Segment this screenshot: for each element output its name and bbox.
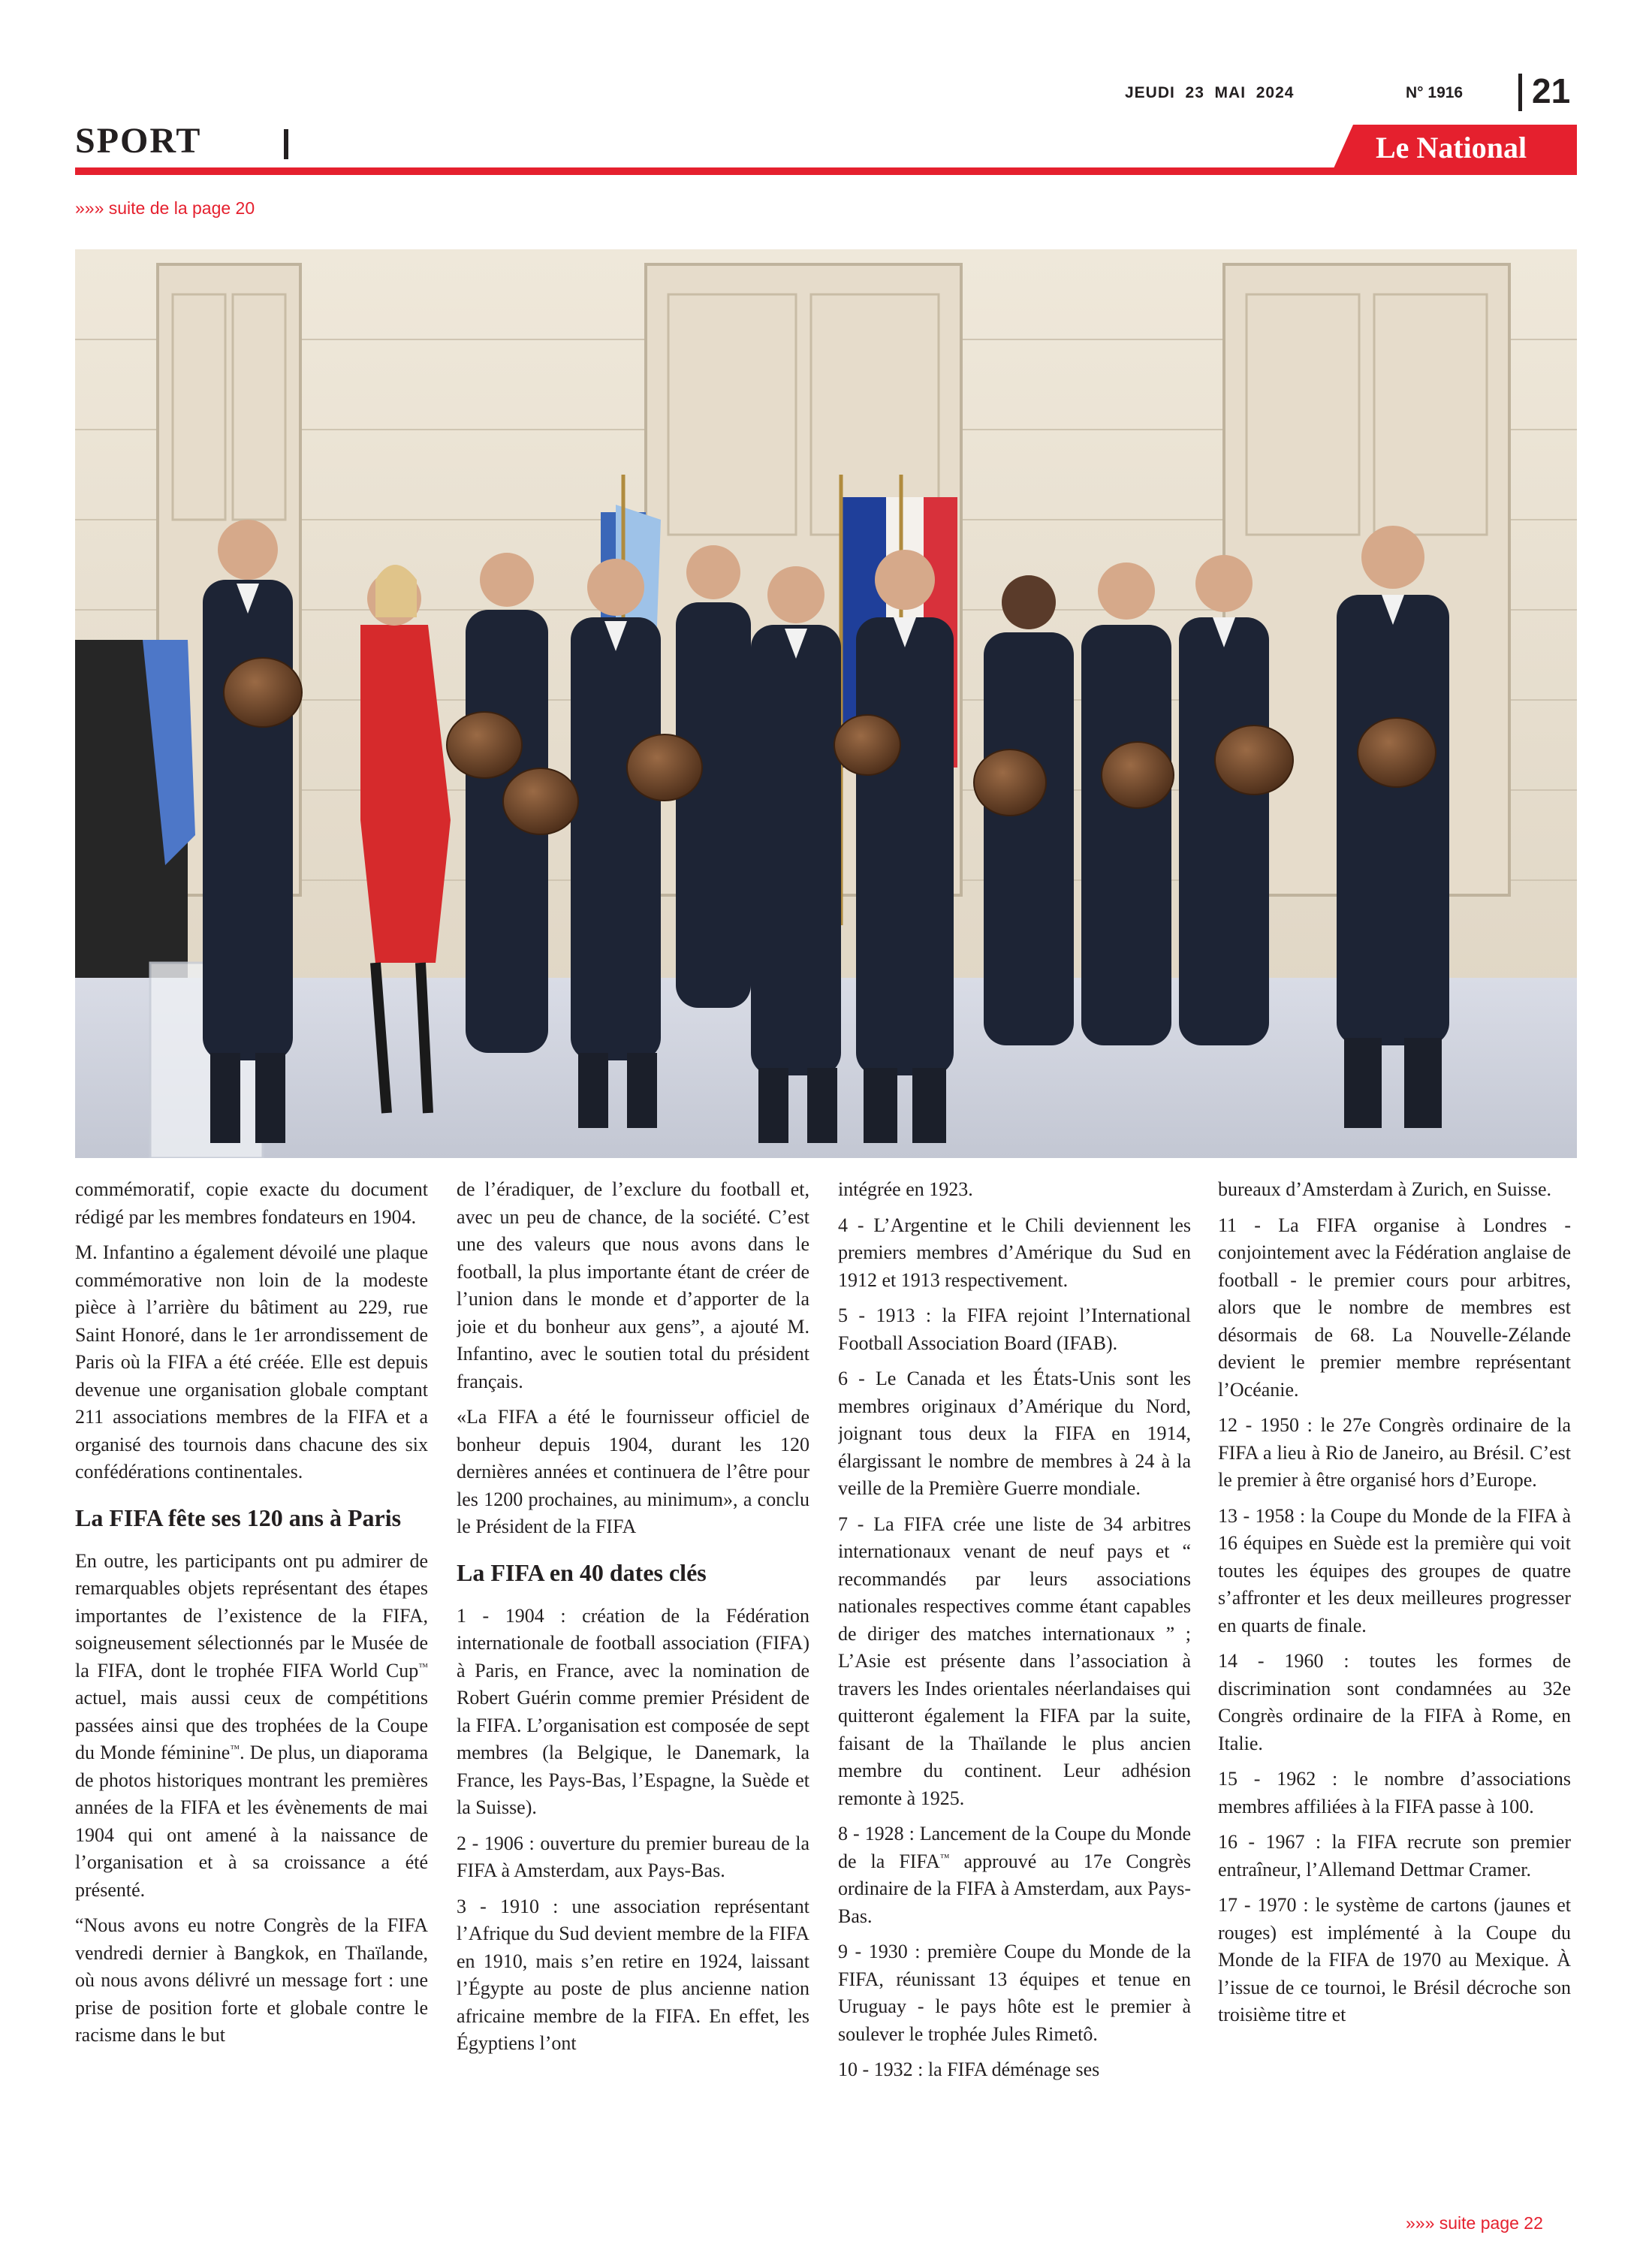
paragraph: 8 - 1928 : Lancement de la Coupe du Monde de la FIFA™ approuvé au 17e Congrès ordinaire de la FIFA à Amsterdam, aux Pays-Bas.: [838, 1823, 1191, 1927]
paragraph: «La FIFA a été le fournisseur officiel de bonheur depuis 1904, durant les 120 dernières années et continuera de l’être pour les 1200 prochaines, au minimum», a conclu le Président de la FIFA: [457, 1406, 809, 1537]
paragraph: 11 - La FIFA organise à Londres - conjointement avec la Fédération anglaise de football - le premier cours pour arbitres, alors que le nombre de membres est désormais de 68. La Nouvelle-Zélande devient le premier membre représentant l’Océanie.: [1218, 1214, 1571, 1401]
paragraph: 17 - 1970 : le système de cartons (jaunes et rouges) est implémenté à la Coupe du Monde de la FIFA de 1970 au Mexique. À l’issue de ce tournoi, le Brésil décroche son troisième titre et: [1218, 1894, 1571, 2025]
paragraph: commémoratif, copie exacte du document rédigé par les membres fondateurs en 1904.: [75, 1178, 428, 1228]
article-column-1: [75, 1176, 428, 2220]
group-photo: [75, 249, 1577, 1158]
subheading: La FIFA en 40 dates clés: [457, 1558, 707, 1586]
paragraph: 2 - 1906 : ouverture du premier bureau de la FIFA à Amsterdam, aux Pays-Bas.: [457, 1832, 809, 1881]
paragraph: 7 - La FIFA crée une liste de 34 arbitres internationaux venant de neuf pays et “ recommandés par leurs associations nationales respectives comme étant capables de diriger des matches internationaux ” ; L’Asie est présente dans l’association à travers les Indes orientales néerlandaises qui quitteront également la FIFA par la suite, faisant de la Thaïlande le plus ancien membre du continent. Leur adhésion remonte à 1925.: [838, 1513, 1191, 1809]
subheading: La FIFA fête ses 120 ans à Paris: [75, 1504, 402, 1531]
paragraph: En outre, les participants ont pu admirer de remarquables objets représentant des étapes importantes de l’existence de la FIFA, soigneusement sélectionnés par le Musée de la FIFA, dont le trophée FIFA World Cup™ actuel, mais aussi ceux de compétitions passées ainsi que des trophées de la Coupe du Monde féminine™. De plus, un diaporama de photos historiques montrant les premières années de la FIFA et les évènements de mai 1904 qui ont amené à la naissance de l’organisation et à sa croissance a été présenté.: [75, 1549, 428, 1901]
paragraph: 6 - Le Canada et les États-Unis sont les membres originaux d’Amérique du Nord, joignant tous deux la FIFA en 1914, élargissant le nombre de membres à 24 à la veille de la Première Guerre mondiale.: [838, 1368, 1191, 1499]
group-photo-illustration: [75, 249, 1577, 1158]
page-number-divider: [1518, 74, 1522, 111]
paragraph: 1 - 1904 : création de la Fédération internationale de football association (FIFA) à Paris, en France, avec la nomination de Robert Guérin comme premier Président de la FIFA. L’organisation est composée de sept membres (la Belgique, le Danemark, la France, les Pays-Bas, l’Espagne, la Suède et la Suisse).: [457, 1604, 809, 1818]
page-number: 21: [1532, 71, 1571, 110]
paragraph: 12 - 1950 : le 27e Congrès ordinaire de la FIFA a lieu à Rio de Janeiro, au Brésil. C’est le premier à être organisé hors d’Europe.: [1218, 1414, 1571, 1491]
article-column-4: [1218, 1176, 1571, 2220]
paragraph: “Nous avons eu notre Congrès de la FIFA vendredi dernier à Bangkok, en Thaïlande, où nous avons délivré un message fort : une prise de position forte et globale contre le racisme dans le but: [75, 1914, 428, 2046]
paragraph: 15 - 1962 : le nombre d’associations membres affiliées à la FIFA passe à 100.: [1218, 1768, 1571, 1817]
paragraph: de l’éradiquer, de l’exclure du football et, avec un peu de chance, de la société. C’est une des valeurs que nous avons dans le football, la plus importante étant de créer de l’union dans le monde et d’apporter de la joie et du bonheur aux gens”, a ajouté M. Infantino, avec le soutien total du président français.: [457, 1178, 809, 1392]
newspaper-name: Le National: [1376, 131, 1527, 164]
paragraph: 9 - 1930 : première Coupe du Monde de la FIFA, réunissant 13 équipes et tenue en Uruguay - le pays hôte est le premier à soulever le trophée Jules Rimetô.: [838, 1941, 1191, 2045]
paragraph: 16 - 1967 : la FIFA recrute son premier entraîneur, l’Allemand Dettmar Cramer.: [1218, 1831, 1571, 1881]
paragraph: 10 - 1932 : la FIFA déménage ses: [838, 2058, 1100, 2080]
section-title: SPORT: [75, 121, 202, 161]
paragraph: 5 - 1913 : la FIFA rejoint l’International Football Association Board (IFAB).: [838, 1304, 1191, 1354]
paragraph: intégrée en 1923.: [838, 1178, 973, 1200]
article-column-3: [838, 1176, 1191, 2220]
issue-number: N° 1916: [1406, 84, 1464, 101]
paragraph: 14 - 1960 : toutes les formes de discrimination sont condamnées au 32e Congrès ordinaire de la FIFA à Rome, en Italie.: [1218, 1650, 1571, 1754]
paragraph: 3 - 1910 : une association représentant l’Afrique du Sud devient membre de la FIFA en 1910, mais s’en retire en 1924, laissant l’Égypte au poste de plus ancienne nation africaine membre de la FIFA. En effet, les Égyptiens l’ont: [457, 1895, 809, 2054]
section-divider: [284, 129, 288, 159]
continued-to-link[interactable]: »»» suite page 22: [1406, 2213, 1543, 2233]
paragraph: bureaux d’Amsterdam à Zurich, en Suisse.: [1218, 1178, 1552, 1200]
continued-from-link[interactable]: »»» suite de la page 20: [75, 198, 255, 218]
issue-date: JEUDI 23 MAI 2024: [1125, 84, 1295, 101]
paragraph: 13 - 1958 : la Coupe du Monde de la FIFA à 16 équipes en Suède est la première qui voit toutes les équipes des groupes de quatre s’affronter et les deux meilleures progresser en quarts de finale.: [1218, 1504, 1571, 1636]
article-column-2: [457, 1176, 809, 2220]
paragraph: M. Infantino a également dévoilé une plaque commémorative non loin de la modeste pièce à l’arrière du bâtiment au 229, rue Saint Honoré, dans le 1er arrondissement de Paris où la FIFA a été créée. Elle est depuis devenue une organisation globale comptant 211 associations membres de la FIFA et a organisé des tournois dans chacune des six confédérations continentales.: [75, 1241, 428, 1482]
paragraph: 4 - L’Argentine et le Chili deviennent les premiers membres d’Amérique du Sud en 1912 et 1913 respectivement.: [838, 1214, 1191, 1291]
